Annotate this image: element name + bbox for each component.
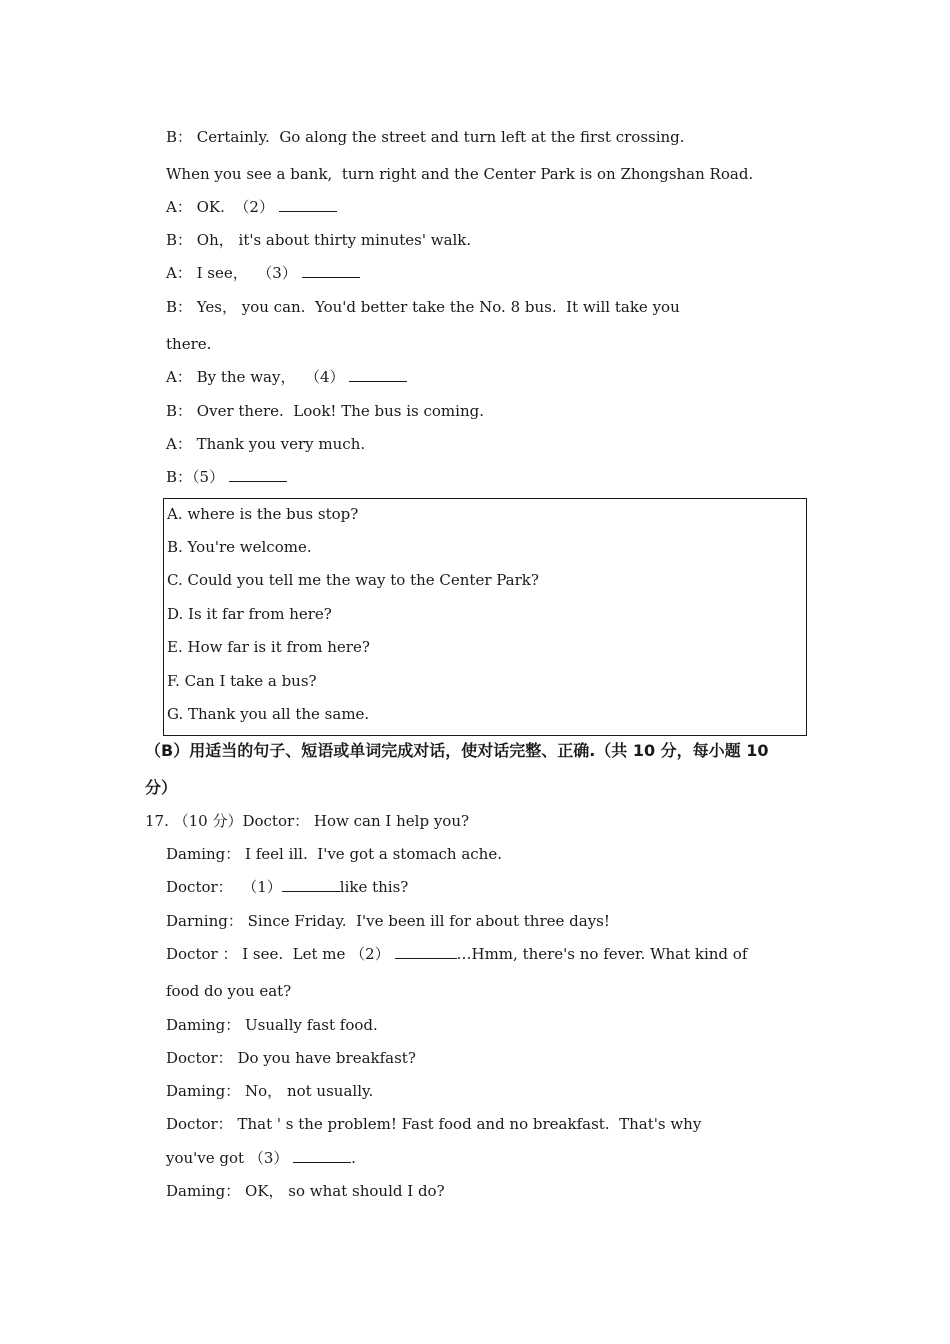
dialogue-line-b-5: [166, 467, 287, 487]
section-b-heading-cont: 分）: [145, 778, 178, 797]
dialogue-line-a-thanks: A： Thank you very much.: [166, 435, 366, 453]
q17-line-darning-friday: Darning： Since Friday. I've been ill for about three days!: [166, 912, 610, 930]
option-f: F. Can I take a bus?: [167, 672, 317, 690]
answer-blank-3[interactable]: [302, 263, 360, 278]
dialogue-line-a-ok: [166, 197, 337, 217]
option-d: D. Is it far from here?: [167, 605, 332, 623]
q17-line-food: food do you eat?: [166, 982, 292, 1000]
section-b-heading: （B）用适当的句子、短语或单词完成对话，使对话完整、正确.（共 10 分，每小题 10: [145, 741, 769, 760]
dialogue-line-a-i-see: [166, 263, 360, 283]
q17-line-doctor-breakfast: Doctor： Do you have breakfast?: [166, 1049, 416, 1067]
option-e: E. How far is it from here?: [167, 638, 370, 656]
answer-blank-2[interactable]: [279, 197, 337, 212]
q17-answer-blank-2[interactable]: [395, 944, 457, 959]
q17-line-doctor-problem: Doctor： That ' s the problem! Fast food and no breakfast. That's why: [166, 1115, 702, 1133]
q17-line-doctor-1: [166, 877, 408, 897]
line-text: B：（5）: [166, 468, 225, 486]
dialogue-line-a-by-the-way: [166, 367, 407, 387]
dialogue-line-bank-directions: When you see a bank, turn right and the Center Park is on Zhongshan Road.: [166, 165, 754, 183]
q17-line-daming-ill: Daming： I feel ill. I've got a stomach ache.: [166, 845, 502, 863]
q17-line-doctor-2: [166, 944, 747, 964]
option-c: C. Could you tell me the way to the Center Park?: [167, 571, 539, 589]
q17-answer-blank-3[interactable]: [293, 1148, 351, 1163]
q17-line-daming-no: Daming： No， not usually.: [166, 1082, 374, 1100]
line-text: you've got （3）: [166, 1149, 289, 1167]
dialogue-line-b-over-there: B： Over there. Look! The bus is coming.: [166, 402, 484, 420]
dialogue-line-there: there.: [166, 335, 212, 353]
q17-line-youve-got: [166, 1148, 356, 1168]
q17-line-daming-ok: Daming： OK， so what should I do?: [166, 1182, 445, 1200]
line-text: A： By the way， （4）: [166, 368, 345, 386]
answer-blank-5[interactable]: [229, 467, 287, 482]
option-a: A. where is the bus stop?: [167, 505, 359, 523]
line-text: A： OK. （2）: [166, 198, 274, 216]
dialogue-line-b-walk: B： Oh， it's about thirty minutes' walk.: [166, 231, 472, 249]
option-b: B. You're welcome.: [167, 538, 312, 556]
line-text: …Hmm, there's no fever. What kind of: [456, 945, 748, 963]
q17-line-daming-fast-food: Daming： Usually fast food.: [166, 1016, 378, 1034]
dialogue-line-b-yes: B： Yes， you can. You'd better take the No. 8 bus. It will take you: [166, 298, 680, 316]
q17-answer-blank-1[interactable]: [282, 877, 340, 892]
line-text: Doctor ： I see. Let me （2）: [166, 945, 390, 963]
line-text: like this?: [339, 878, 409, 896]
line-text: Doctor： （1）: [166, 878, 282, 896]
option-g: G. Thank you all the same.: [167, 705, 370, 723]
line-text: A： I see， （3）: [166, 264, 297, 282]
answer-blank-4[interactable]: [349, 367, 407, 382]
line-text: .: [351, 1149, 356, 1167]
question-17-title: 17. （10 分）Doctor： How can I help you?: [145, 812, 470, 830]
dialogue-line-b-certainly: B： Certainly. Go along the street and turn left at the first crossing.: [166, 128, 685, 146]
options-box: [163, 498, 807, 736]
